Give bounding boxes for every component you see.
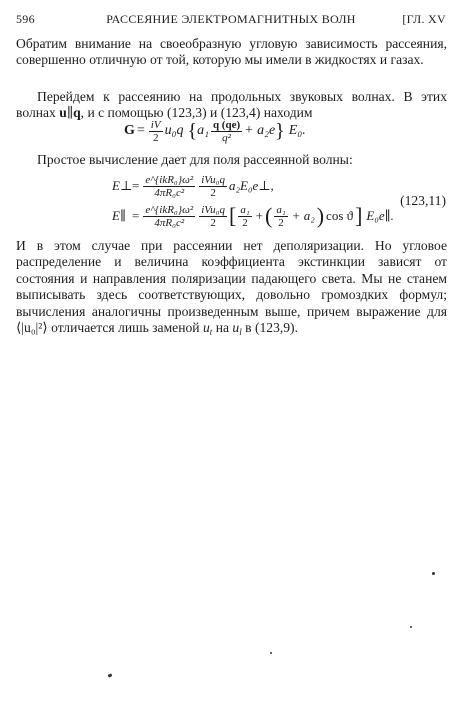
frac-num: iVu₀q [201,173,226,186]
speck [270,652,272,654]
frac-den: 2 [210,216,216,229]
frac-num: a₁ [240,203,250,216]
fraction-iVu0q [199,174,227,199]
chapter-number: [ГЛ. XV [402,12,446,26]
frac-den: 2 [210,186,216,199]
vector-u: u [59,105,67,121]
E0: E₀. [288,123,306,138]
plus-sign: + [255,208,264,223]
paragraph-2-tail: , и с помощью (123,3) и (123,4) находим [80,105,313,121]
cos-theta: cos ϑ [326,208,354,223]
paragraph-2-text: Перейдем к рассеянию на продольных звуковых волнах. В этих волнах [16,89,447,121]
frac-den: 2 [278,216,284,229]
formula-lhs-G: G [124,123,135,138]
avg-u0-squared: ⟨|u₀|²⟩ [16,320,48,336]
row2-tail: E₀e∥. [366,208,394,223]
fraction-q-qe [211,119,242,144]
u-l: $u_l$ [232,320,242,338]
paragraph-4-end: в (123,9). [245,320,298,336]
frac-num: iV [150,118,161,131]
paragraph-4-mid: отличается лишь заменой [51,320,200,336]
frac-num: iVu₀q [201,203,226,216]
frac-den: 4πR₀c² [154,216,185,229]
equals-sign: = [132,208,140,223]
left-brace: { [187,120,198,142]
paragraph-4 [16,238,447,340]
plus-a2: + a₂ [291,208,315,223]
paragraph-1-text: Обратим внимание на своеобразную угловую зависимость рассеяния, совершенно отличную от той, которую мы имели в жидкостях и газах. [16,36,447,68]
fraction-iV-over-2 [149,119,163,144]
frac-den: 2 [152,131,159,144]
speck [432,572,435,575]
row1-tail: a₂E₀e⊥, [229,178,274,193]
speck [108,673,113,677]
paragraph-1 [16,36,447,69]
speck [410,626,412,628]
word-on: на [215,320,229,336]
formula-row-perp [112,172,394,200]
frac-num: a₁ [276,203,286,216]
fraction-a1-over-2-inner [274,204,287,229]
right-paren: ) [316,203,325,228]
E-parallel: E∥ [112,208,126,223]
right-bracket: ] [355,203,363,228]
right-brace: } [275,120,285,142]
frac-den: 4πR₀c² [154,186,185,199]
fraction-phase [143,204,195,229]
equation-number: (123,11) [400,193,446,208]
frac-num: e^{ikR₀}ω² [145,173,194,186]
u0q: u₀q [164,123,184,138]
equals-sign: = [136,123,145,138]
chapter-title: РАССЕЯНИЕ ЭЛЕКТРОМАГНИТНЫХ ВОЛН [106,12,356,26]
left-bracket: [ [229,203,237,228]
paragraph-4-text: И в этом случае при рассеянии нет деполяризации. Но угловое распределение и величина коэффициента экстинкции зависят от состояния и направления поляризации падающего света. Мы не станем выписывать здесь соответствующих, довольно громоздких формул; вычисления аналогичны произведенным выше, причем выражение для [16,238,447,319]
formula-block-scattered-field [112,172,394,230]
parallel-symbol: ∥ [66,105,74,121]
fraction-iVu0q [199,204,227,229]
plus-a2e: + a₂e [244,123,276,138]
frac-num: q (qe) [212,118,241,131]
formula-row-parallel [112,202,394,230]
page-number: 596 [16,12,35,26]
paragraph-3 [16,152,447,168]
a1: a₁ [197,123,209,138]
E-perp: E⊥ [112,178,133,193]
fraction-phase [143,174,195,199]
paragraph-3-text: Простое вычисление дает для поля рассеянной волны: [37,152,353,167]
left-paren: ( [265,203,273,228]
frac-den: q² [222,131,231,144]
fraction-a1-over-2 [238,204,251,229]
frac-den: 2 [242,216,248,229]
vector-q: q [73,105,81,121]
equals-sign: = [132,178,140,193]
formula-G [124,113,306,149]
u-t: $u_t$ [202,320,213,338]
frac-num: e^{ikR₀}ω² [145,203,194,216]
running-header [16,12,446,28]
